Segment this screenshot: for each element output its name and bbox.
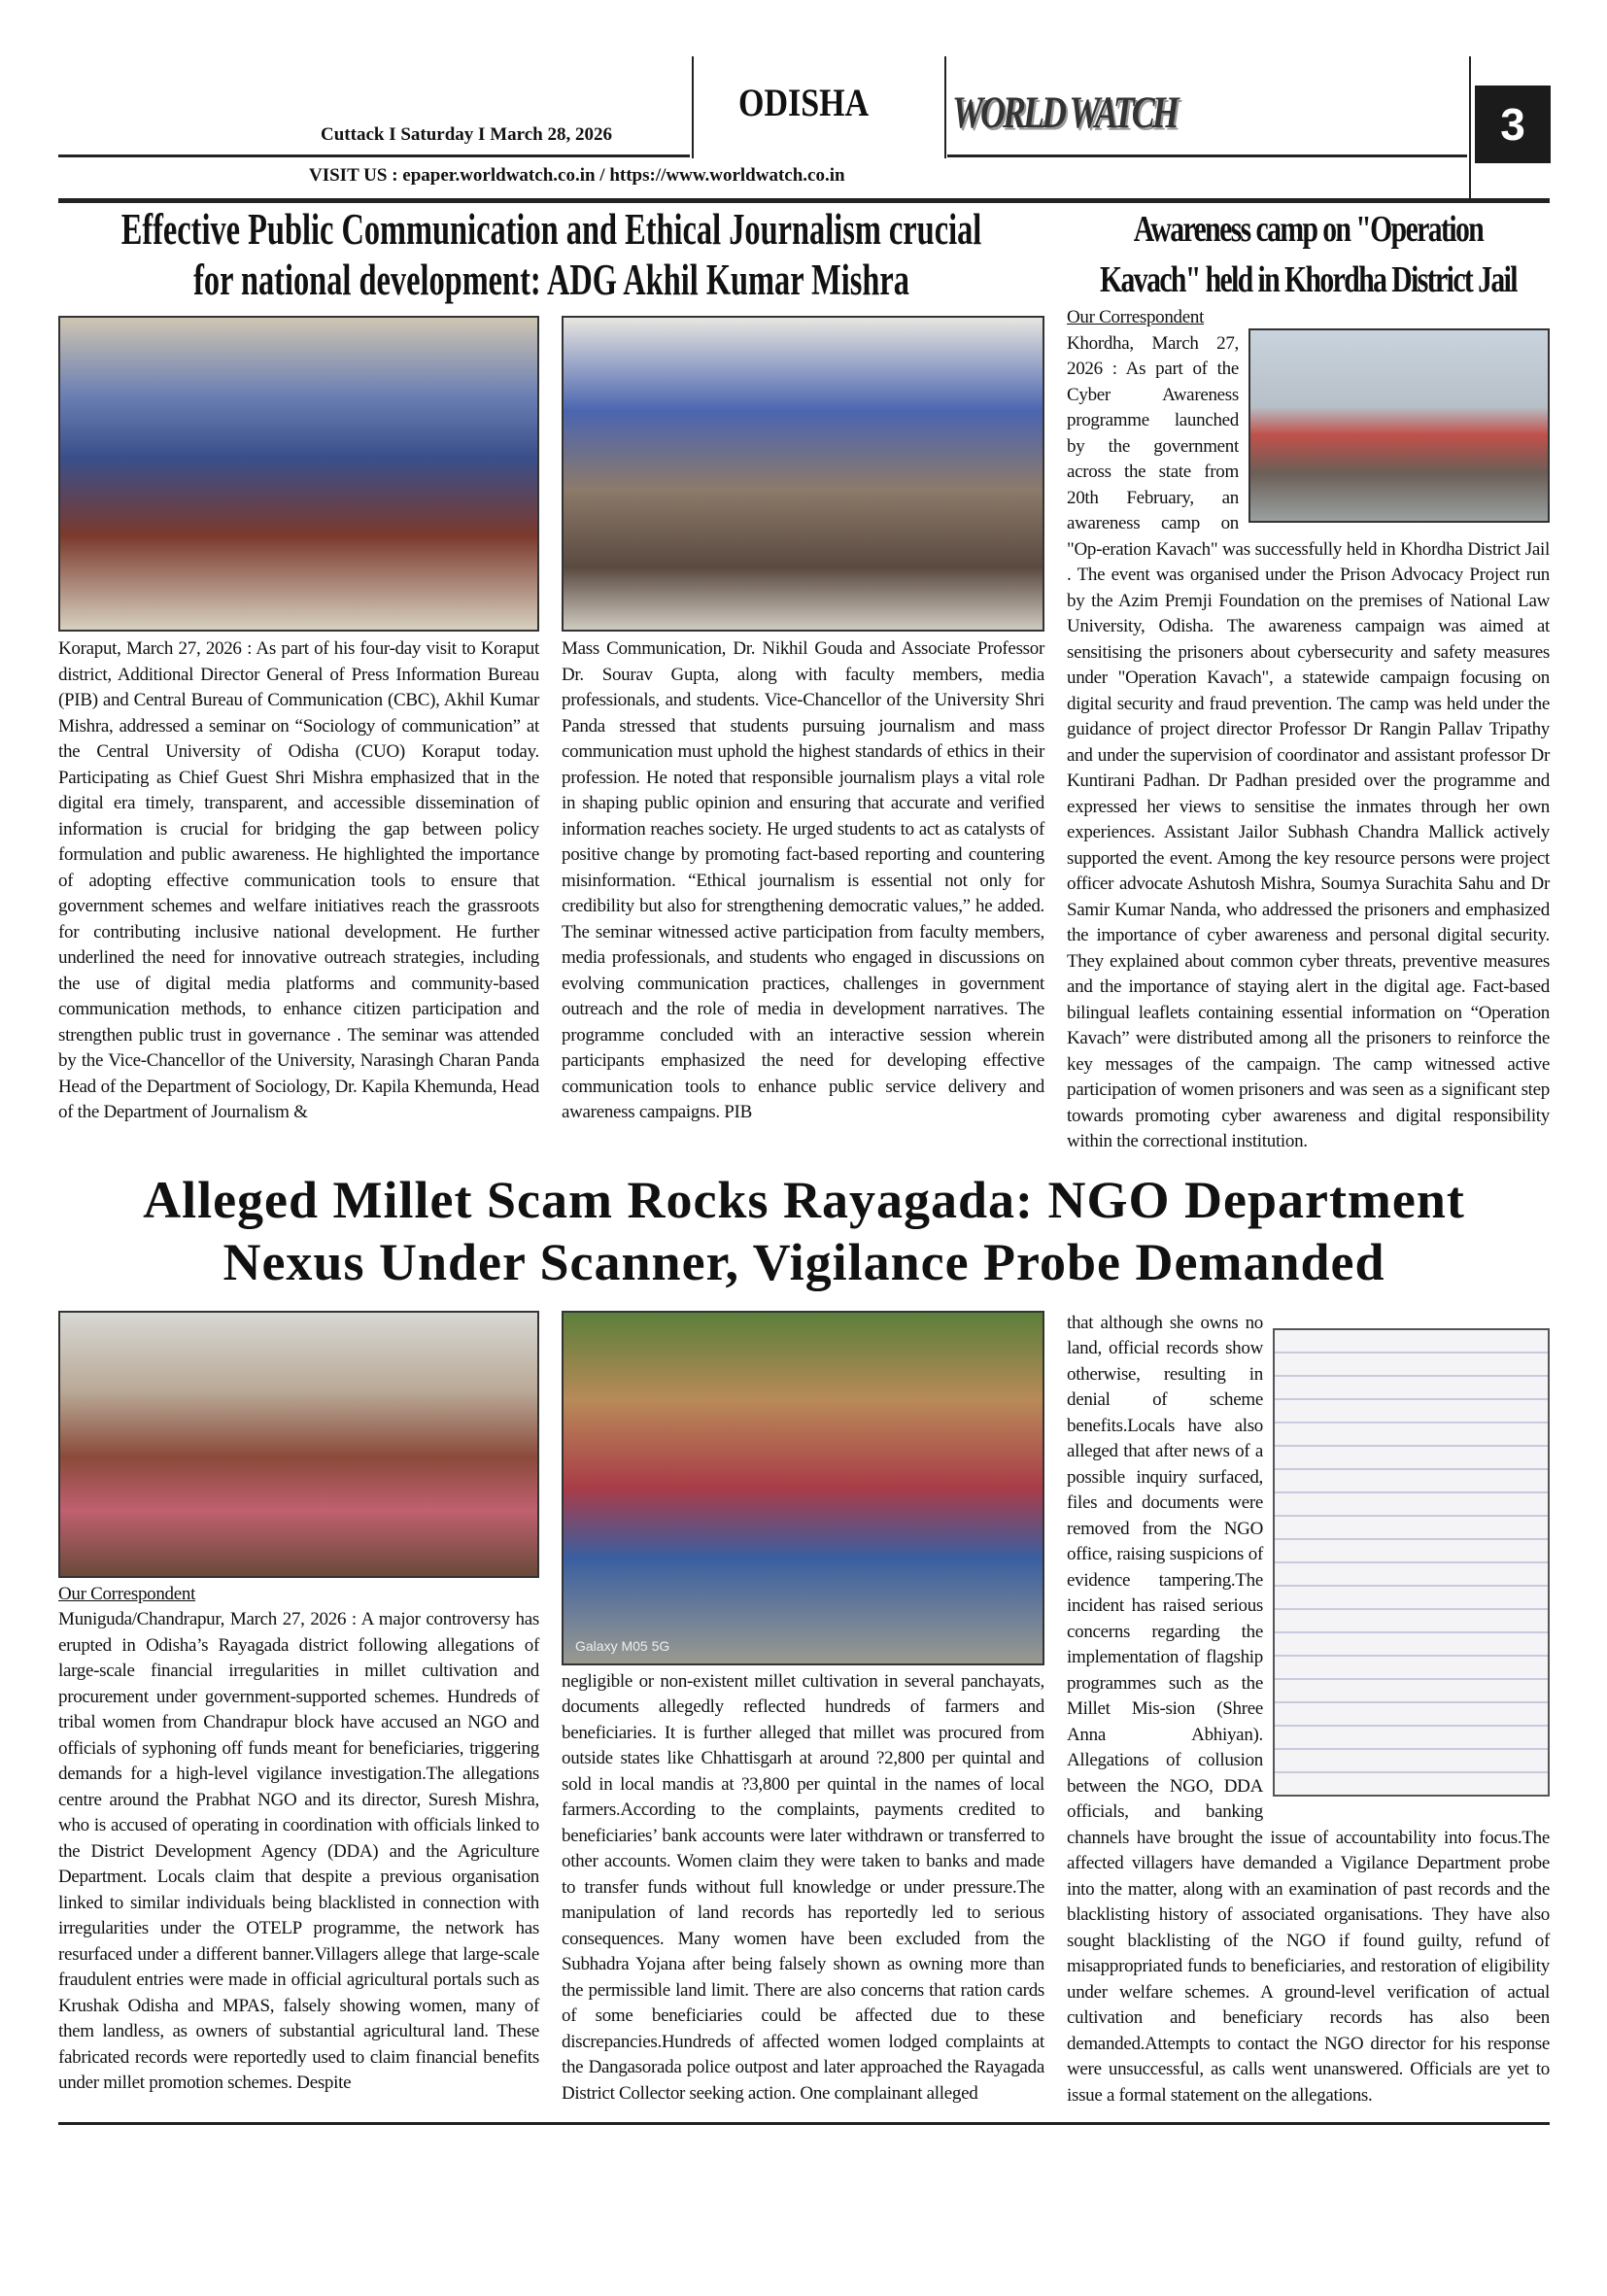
page-number: 3: [1475, 86, 1551, 163]
headline-line: Alleged Millet Scam Rocks Rayagada: NGO Department: [143, 1170, 1465, 1229]
masthead-divider: [692, 56, 694, 158]
story3-columns: [58, 1311, 1550, 2109]
headline-text: [120, 204, 982, 305]
headline-line: Effective Public Communication and Ethical Journalism crucial: [120, 205, 982, 254]
headline-line: for national development: ADG Akhil Kumar Mishra: [193, 256, 909, 304]
story2: [1067, 204, 1550, 1155]
story1-column: [58, 316, 539, 1126]
section-title: ODISHA: [738, 81, 870, 124]
masthead-divider: [944, 56, 946, 158]
story1: [58, 204, 1044, 1155]
story3-column: [1067, 1311, 1550, 2109]
story2-text: [1067, 305, 1550, 1155]
dateline: Cuttack I Saturday I March 28, 2026: [321, 124, 612, 145]
story1-headline: [58, 204, 1044, 309]
top-stories: [58, 204, 1550, 1155]
handwritten-complaint-photo: [1273, 1328, 1550, 1797]
rule: [947, 154, 1467, 157]
story3-col1: Muniguda/Chandrapur, March 27, 2026 : A major controversy has erupted in Odisha’s Rayagada district following allegations of large-scale financial irregularities in millet cultivation and procurement under government-supported schemes. Hundreds of tribal women from Chandrapur block have accused an NGO and officials of syphoning off funds meant for beneficiaries, triggering demands for a high-level vigilance investigation.The allegations centre around the Prabhat NGO and its director, Suresh Mishra, who is accused of operating in coordination with officials linked to the District Development Agency (DDA) and the Agriculture Department. Locals claim that despite a previous organisation linked to similar individuals being blacklisted in connection with irregularities under the OTELP programme, the network has resurfaced under a different banner.Villagers allege that large-scale fraudulent entries were made in official agricultural portals such as Krushak Odisha and MPAS, falsely showing women, many of them landless, as owners of substantial agricultural land. These fabricated records were reportedly used to claim financial benefits under millet promotion schemes. Despite: [58, 1609, 539, 2093]
story3-col3b: sion (Shree Anna Abhiyan). Allegations of collusion between the NGO, DDA officials, and banking channels have brought the issue of accountability into focus.The affected villagers have demanded a Vigilance Department probe into the matter, along with an examination of past records and the blacklisting history of associated organisations. They have also sought blacklisting of the NGO if found guilty, refund of misappropriated funds to beneficiaries, and restoration of eligibility under welfare schemes. A ground-level verification of actual cultivation and beneficiary records has also been demanded.Attempts to contact the NGO director for his response were unsuccessful, as calls went unanswered. Officials are yet to issue a formal statement on the allegations.: [1067, 1698, 1550, 2106]
story1-col2: Mass Communication, Dr. Nikhil Gouda and Associate Professor Dr. Sourav Gupta, along with faculty members, media professionals, and students. Vice-Chancellor of the University Shri Panda stressed that students pursuing journalism and mass communication must uphold the highest standards of ethics in their profession. He noted that responsible journalism plays a vital role in shaping public opinion and ensuring that accurate and verified information reaches society. He urged students to act as catalysts of positive change by promoting fact-based reporting and countering misinformation. “Ethical journalism is essential not only for credibility but also for strengthening democratic values,” he added. The seminar witnessed active participation from faculty members, media professionals, and students who engaged in discussions on evolving communication practices, challenges in government outreach and the role of media in development narratives. The programme concluded with an interactive session wherein participants emphasized the need for developing effective communication tools to enhance public service delivery and awareness campaigns. PIB: [562, 638, 1044, 1122]
story3-col2: negligible or non-existent millet cultivation in several panchayats, documents allegedly reflected hundreds of farmers and beneficiaries. It is further alleged that millet was procured from outside states like Chhattisgarh at around ?2,800 per quintal and sold in local mandis at ?3,800 per quintal in the names of local farmers.According to the complaints, payments credited to beneficiaries’ bank accounts were later withdrawn or transferred to other accounts. Women claim they were taken to banks and made to transfer funds without full knowledge or under pressure.The manipulation of land records has reportedly led to serious consequences. Many women have been excluded from the Subhadra Yojana after being falsely shown as owning more than the permissible land limit. There are also concerns that ration cards of some beneficiaries could be affected due to these discrepancies.Hundreds of affected women lodged complaints at the Dangasorada police outpost and later approached the Rayagada District Collector seeking action. One complainant alleged: [562, 1670, 1044, 2104]
women-complaint-photo: [58, 1311, 539, 1578]
story1-col1: Koraput, March 27, 2026 : As part of his four-day visit to Koraput district, Additional Director General of Press Information Bureau (PIB) and Central Bureau of Communication (CBC), Akhil Kumar Mishra, addressed a seminar on “Sociology of communication” at the Central University of Odisha (CUO) Koraput today. Participating as Chief Guest Shri Mishra emphasized that in the digital era timely, transparent, and accessible dissemination of information is crucial for bridging the gap between policy formulation and public awareness. He highlighted the importance of adopting effective communication tools to ensure that government schemes and welfare initiatives reach the grassroots for contributing inclusive national development. He further underlined the need for innovative outreach strategies, including the use of digital media platforms and community-based communication methods, to enhance citizen participation and strengthen public trust in governance . The seminar was attended by the Vice-Chancellor of the University, Narasingh Charan Panda Head of the Department of Sociology, Dr. Kapila Khemunda, Head of the Department of Journalism &: [58, 638, 539, 1122]
headline-text: [1100, 204, 1517, 305]
seminar-photo: [58, 316, 539, 632]
story3-byline: Our Correspondent: [58, 1583, 196, 1604]
story1-columns: [58, 316, 1044, 1126]
masthead-rule: [58, 198, 1550, 203]
page-content: [58, 204, 1550, 2183]
story3-col3a: that although she owns no land, official records show otherwise, resulting in denial of scheme benefits.Locals have also alleged that after news of a possible inquiry surfaced, files and documents were removed from the NGO office, raising suspicions of evidence tampering.The incident has raised serious concerns regarding the implementation of flagship programmes such as the Millet Mis-: [1067, 1312, 1263, 1719]
story1-column: [562, 316, 1044, 1126]
story3-headline: [39, 1169, 1569, 1293]
masthead-divider: [1469, 56, 1471, 202]
rule: [58, 154, 690, 157]
story3-col1-wrap: [58, 1582, 539, 2097]
footer-rule: [58, 2122, 1550, 2125]
photo-watermark: Galaxy M05 5G: [575, 1637, 670, 1654]
story3-column: [58, 1311, 539, 2109]
headline-line: Nexus Under Scanner, Vigilance Probe Demanded: [222, 1232, 1385, 1291]
headline-line: Awareness camp on "Operation: [1133, 209, 1484, 250]
story2-byline: Our Correspondent: [1067, 307, 1205, 327]
story2-intro: Khordha, March 27, 2026 : As part of the Cyber Awareness programme launched by the government across the state from 20th February, an awareness camp on "Op-: [1067, 332, 1239, 560]
story2-headline: [1067, 204, 1550, 305]
jail-camp-photo: [1248, 328, 1550, 523]
story2-body: eration Kavach" was successfully held in Khordha District Jail . The event was organised under the Prison Advocacy Project run by the Azim Premji Foundation on the premises of National Law University, Odisha. The awareness campaign was aimed at sensitising the prisoners about cybersecurity and safety measures under "Operation Kavach", a statewide campaign focusing on digital security and fraud prevention. The camp was held under the guidance of project director Professor Dr Rangin Pallav Tripathy and under the supervision of coordinator and assistant professor Dr Kuntirani Padhan. Dr Padhan presided over the programme and expressed her views to sensitise the inmates through her own experiences. Assistant Jailor Subhash Chandra Mallick actively supported the event. Among the key resource persons were project officer advocate Ashutosh Mishra, Soumya Surachita Sahu and Dr Samir Kumar Nanda, who addressed the prisoners and emphasized the importance of cyber awareness and personal digital security. They explained about common cyber threats, preventive measures and the importance of staying alert in the digital age. Fact-based bilingual leaflets containing essential information on “Operation Kavach” were distributed among all the prisoners to reinforce the key messages of the campaign. The camp witnessed active participation of women prisoners and was seen as a significant step towards promoting cyber awareness and digital responsibility within the correctional institution.: [1067, 538, 1550, 1151]
story3-column: [562, 1311, 1044, 2109]
world-watch-logo: WORLD WATCH: [952, 86, 1177, 138]
headline-line: Kavach" held in Khordha District Jail: [1100, 259, 1517, 300]
group-photo: [562, 316, 1044, 632]
protest-photo: [562, 1311, 1044, 1665]
visit-links[interactable]: VISIT US : epaper.worldwatch.co.in / https://www.worldwatch.co.in: [309, 165, 845, 186]
